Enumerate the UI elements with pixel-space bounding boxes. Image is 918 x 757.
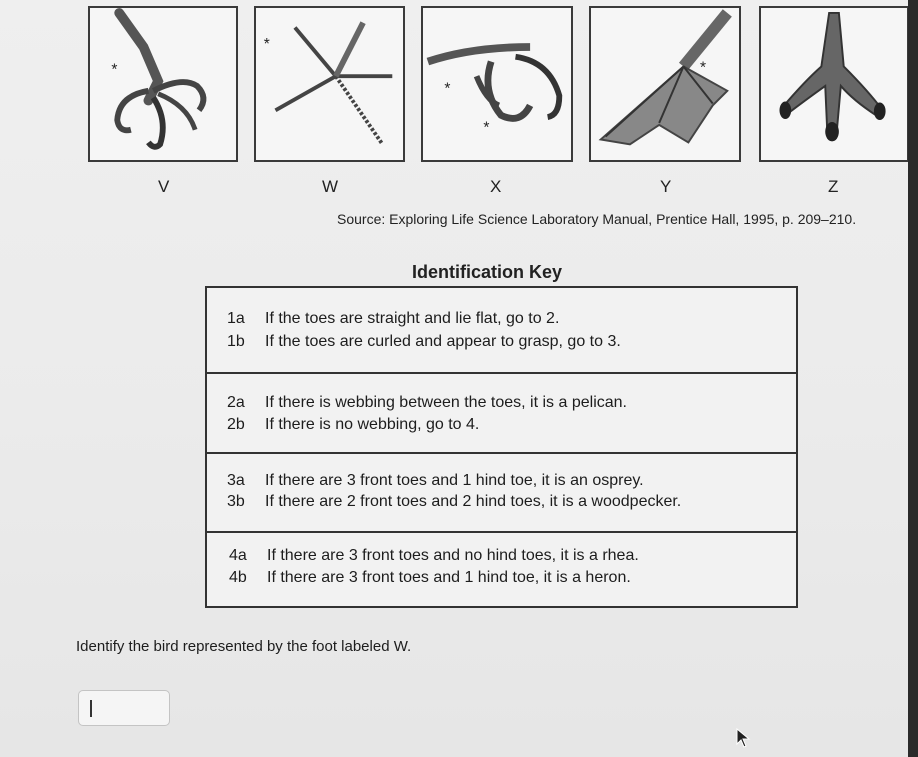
text-caret [90, 700, 92, 717]
key-row-number: 3a [227, 472, 245, 489]
key-title: Identification Key [412, 262, 563, 282]
identification-key-table [205, 286, 798, 608]
key-row-1a [227, 310, 559, 328]
foot-y-marker: * [700, 59, 707, 77]
key-row-number: 2b [227, 416, 245, 433]
key-row-4b [229, 569, 631, 587]
key-section-4 [207, 531, 796, 606]
panel-label-v: V [158, 177, 170, 196]
foot-w-illustration [256, 8, 403, 160]
key-row-number: 2a [227, 394, 245, 411]
key-row-text: If there is webbing between the toes, it is a pelican. [265, 394, 627, 411]
panel-label-x: X [490, 177, 502, 196]
key-row-text: If there are 2 front toes and 2 hind toes, it is a woodpecker. [265, 493, 682, 510]
mouse-pointer-icon [736, 728, 752, 748]
key-section-2 [207, 372, 796, 454]
foot-x-illustration [423, 8, 571, 160]
answer-input[interactable] [78, 690, 170, 726]
foot-v-marker: * [111, 61, 118, 79]
key-row-3b [227, 493, 681, 511]
key-row-2b [227, 416, 479, 434]
key-section-3 [207, 452, 796, 533]
panel-label-z: Z [828, 177, 839, 196]
foot-image-v [88, 6, 238, 162]
key-row-3a [227, 472, 644, 490]
key-row-1b [227, 333, 621, 351]
foot-x-marker-2: * [483, 119, 490, 137]
key-row-4a [229, 547, 639, 565]
foot-v-illustration [90, 8, 236, 160]
foot-image-z [759, 6, 909, 162]
key-row-text: If the toes are curled and appear to grasp, go to 3. [265, 333, 621, 350]
key-row-text: If the toes are straight and lie flat, go to 2. [265, 310, 560, 327]
foot-image-x [421, 6, 573, 162]
foot-z-illustration [761, 8, 907, 160]
foot-image-y [589, 6, 741, 162]
foot-x-marker-1: * [444, 80, 451, 98]
key-row-text: If there are 3 front toes and no hind toes, it is a rhea. [267, 547, 639, 564]
question-prompt: Identify the bird represented by the foot labeled W. [76, 638, 412, 655]
foot-image-w [254, 6, 405, 162]
key-row-text: If there are 3 front toes and 1 hind toe, it is a heron. [267, 569, 631, 586]
key-row-number: 1a [227, 310, 245, 327]
key-row-number: 3b [227, 493, 245, 510]
key-row-2a [227, 394, 627, 412]
key-row-text: If there is no webbing, go to 4. [265, 416, 480, 433]
screen-edge [908, 0, 918, 757]
foot-w-marker: * [263, 35, 270, 53]
foot-y-illustration [591, 8, 739, 160]
source-citation: Source: Exploring Life Science Laboratory Manual, Prentice Hall, 1995, p. 209–210. [337, 211, 857, 227]
key-section-1 [207, 288, 796, 374]
panel-label-y: Y [660, 177, 672, 196]
key-row-number: 4a [229, 547, 247, 564]
key-row-number: 4b [229, 569, 247, 586]
key-row-number: 1b [227, 333, 245, 350]
panel-label-w: W [322, 177, 339, 196]
key-row-text: If there are 3 front toes and 1 hind toe, it is an osprey. [265, 472, 644, 489]
